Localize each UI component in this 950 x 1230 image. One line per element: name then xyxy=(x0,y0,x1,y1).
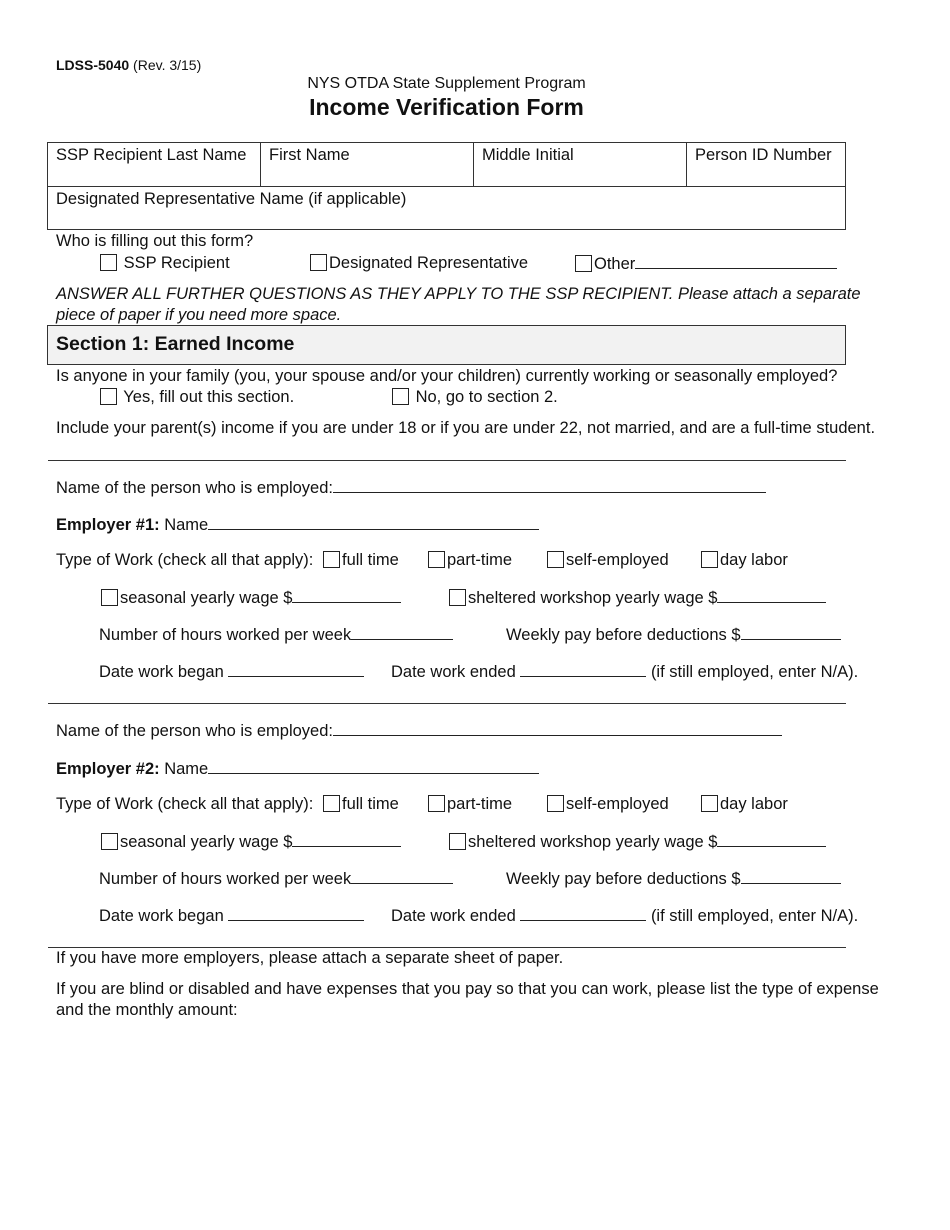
form-revision: (Rev. 3/15) xyxy=(133,57,202,73)
sheltered-checkbox[interactable] xyxy=(449,833,466,850)
sheltered-wage-blank[interactable] xyxy=(717,588,826,603)
employer-2-seasonal-row[interactable] xyxy=(101,832,401,852)
employer-2-hours-row xyxy=(99,869,453,889)
employer-1-type-label: Type of Work (check all that apply): xyxy=(56,551,314,569)
first-name-field[interactable] xyxy=(261,143,474,187)
employer-2-type-part-time[interactable] xyxy=(428,795,512,814)
seasonal-wage-blank[interactable] xyxy=(292,588,401,603)
employer-2-weekly-pay-row xyxy=(506,869,841,889)
employment-question: Is anyone in your family (you, your spouse and/or your children) currently working or seasonally employed? xyxy=(56,367,838,385)
date-began-label: Date work began xyxy=(99,663,224,681)
sheltered-label: sheltered workshop yearly wage $ xyxy=(468,589,718,607)
no-checkbox[interactable] xyxy=(392,388,409,405)
employer-1-label: Employer #1: xyxy=(56,516,160,534)
weekly-pay-blank[interactable] xyxy=(741,869,841,884)
employer-2-date-ended-row xyxy=(391,906,858,926)
date-ended-label: Date work ended xyxy=(391,907,516,925)
employer-2-type-label: Type of Work (check all that apply): xyxy=(56,795,314,813)
representative-label: Designated Representative xyxy=(329,254,529,272)
day-labor-checkbox[interactable] xyxy=(701,795,718,812)
date-began-label: Date work began xyxy=(99,907,224,925)
employment-no-option[interactable] xyxy=(392,388,558,407)
employer-1-name-blank[interactable] xyxy=(208,515,539,530)
sheltered-wage-blank[interactable] xyxy=(717,832,826,847)
self-employed-label: self-employed xyxy=(566,551,669,569)
employer-2-type-full-time[interactable] xyxy=(323,795,399,814)
employer-2-name-blank[interactable] xyxy=(208,759,539,774)
person-id-field[interactable] xyxy=(687,143,846,187)
other-blank[interactable] xyxy=(635,254,837,269)
sheltered-label: sheltered workshop yearly wage $ xyxy=(468,833,718,851)
parent-income-note: Include your parent(s) income if you are under 18 or if you are under 22, not married, and are a full-time student. xyxy=(56,419,876,437)
seasonal-checkbox[interactable] xyxy=(101,833,118,850)
weekly-pay-label: Weekly pay before deductions $ xyxy=(506,626,741,644)
seasonal-label: seasonal yearly wage $ xyxy=(120,589,293,607)
hours-blank[interactable] xyxy=(351,625,453,640)
employer-2-type-self-employed[interactable] xyxy=(547,795,669,814)
employer-2-label: Employer #2: xyxy=(56,760,160,778)
person-id-label: Person ID Number xyxy=(695,146,832,164)
seasonal-label: seasonal yearly wage $ xyxy=(120,833,293,851)
middle-initial-field[interactable] xyxy=(474,143,687,187)
section-1-header xyxy=(47,325,846,365)
date-began-blank[interactable] xyxy=(228,662,364,677)
employer-1-weekly-pay-row xyxy=(506,625,841,645)
recipient-checkbox[interactable] xyxy=(100,254,117,271)
part-time-label: part-time xyxy=(447,795,513,813)
instruction-line-1: ANSWER ALL FURTHER QUESTIONS AS THEY APPLY TO THE SSP RECIPIENT. Please attach a separate xyxy=(56,285,861,303)
agency-name: NYS OTDA State Supplement Program xyxy=(307,75,586,92)
divider xyxy=(48,460,846,461)
more-employers-note: If you have more employers, please attach a separate sheet of paper. xyxy=(56,949,564,967)
employer-1-type-self-employed[interactable] xyxy=(547,551,669,570)
employed-person-name-blank[interactable] xyxy=(333,721,782,736)
still-employed-note: (if still employed, enter N/A). xyxy=(650,907,859,925)
self-employed-checkbox[interactable] xyxy=(547,551,564,568)
hours-blank[interactable] xyxy=(351,869,453,884)
blind-disabled-line-1: If you are blind or disabled and have expenses that you pay so that you can work, please list the type of expense xyxy=(56,980,879,998)
employer-1-type-full-time[interactable] xyxy=(323,551,399,570)
employer-2-type-day-labor[interactable] xyxy=(701,795,788,814)
section-1-title: Section 1: Earned Income xyxy=(56,333,295,355)
employer-2-name-label: Name xyxy=(164,760,209,778)
seasonal-checkbox[interactable] xyxy=(101,589,118,606)
representative-name-field[interactable] xyxy=(48,187,846,230)
employed-person-label: Name of the person who is employed: xyxy=(56,479,333,497)
full-time-label: full time xyxy=(342,795,399,813)
still-employed-note: (if still employed, enter N/A). xyxy=(650,663,859,681)
form-title: Income Verification Form xyxy=(309,94,584,120)
employer-1-name-row xyxy=(56,515,539,535)
employer-1-hours-row xyxy=(99,625,453,645)
other-checkbox[interactable] xyxy=(575,255,592,272)
sheltered-checkbox[interactable] xyxy=(449,589,466,606)
divider xyxy=(48,703,846,704)
day-labor-label: day labor xyxy=(720,795,788,813)
date-ended-blank[interactable] xyxy=(520,906,646,921)
employer-2-name-row xyxy=(56,759,539,779)
full-time-label: full time xyxy=(342,551,399,569)
hours-label: Number of hours worked per week xyxy=(99,870,352,888)
other-label: Other xyxy=(594,255,636,273)
part-time-checkbox[interactable] xyxy=(428,551,445,568)
employed-person-label: Name of the person who is employed: xyxy=(56,722,333,740)
instruction-line-2: piece of paper if you need more space. xyxy=(56,306,342,324)
last-name-label: SSP Recipient Last Name xyxy=(56,146,247,164)
filler-option-representative[interactable] xyxy=(310,254,528,273)
weekly-pay-blank[interactable] xyxy=(741,625,841,640)
employer-1-date-began-row xyxy=(99,662,364,682)
hours-label: Number of hours worked per week xyxy=(99,626,352,644)
employer-1-type-day-labor[interactable] xyxy=(701,551,788,570)
self-employed-label: self-employed xyxy=(566,795,669,813)
employment-yes-option[interactable] xyxy=(100,388,294,407)
self-employed-checkbox[interactable] xyxy=(547,795,564,812)
weekly-pay-label: Weekly pay before deductions $ xyxy=(506,870,741,888)
employer-2-sheltered-row[interactable] xyxy=(449,832,826,852)
no-label: No, go to section 2. xyxy=(415,388,558,406)
employer-2-date-began-row xyxy=(99,906,364,926)
employer-1-sheltered-row[interactable] xyxy=(449,588,826,608)
date-ended-label: Date work ended xyxy=(391,663,516,681)
full-time-checkbox[interactable] xyxy=(323,795,340,812)
first-name-label: First Name xyxy=(269,146,350,164)
day-labor-label: day labor xyxy=(720,551,788,569)
middle-initial-label: Middle Initial xyxy=(482,146,574,164)
employer-1-date-ended-row xyxy=(391,662,858,682)
date-ended-blank[interactable] xyxy=(520,662,646,677)
employer-1-seasonal-row[interactable] xyxy=(101,588,401,608)
yes-checkbox[interactable] xyxy=(100,388,117,405)
employed-person-name-blank[interactable] xyxy=(333,478,766,493)
representative-name-label: Designated Representative Name (if applicable) xyxy=(56,190,407,208)
form-code: LDSS-5040 xyxy=(56,57,130,73)
employer-1-name-label: Name xyxy=(164,516,209,534)
seasonal-wage-blank[interactable] xyxy=(292,832,401,847)
employed-person-name-row xyxy=(56,478,766,498)
full-time-checkbox[interactable] xyxy=(323,551,340,568)
part-time-checkbox[interactable] xyxy=(428,795,445,812)
employed-person-name-row xyxy=(56,721,782,741)
yes-label: Yes, fill out this section. xyxy=(123,388,295,406)
blind-disabled-line-2: and the monthly amount: xyxy=(56,1001,238,1019)
filler-option-recipient[interactable] xyxy=(100,254,230,273)
form-code-line xyxy=(56,57,201,73)
recipient-label: SSP Recipient xyxy=(123,254,230,272)
part-time-label: part-time xyxy=(447,551,513,569)
last-name-field[interactable] xyxy=(48,143,261,187)
representative-checkbox[interactable] xyxy=(310,254,327,271)
recipient-id-table xyxy=(47,142,846,230)
filler-option-other[interactable] xyxy=(575,254,837,274)
filler-question: Who is filling out this form? xyxy=(56,232,254,250)
day-labor-checkbox[interactable] xyxy=(701,551,718,568)
date-began-blank[interactable] xyxy=(228,906,364,921)
employer-1-type-part-time[interactable] xyxy=(428,551,512,570)
divider xyxy=(48,947,846,948)
